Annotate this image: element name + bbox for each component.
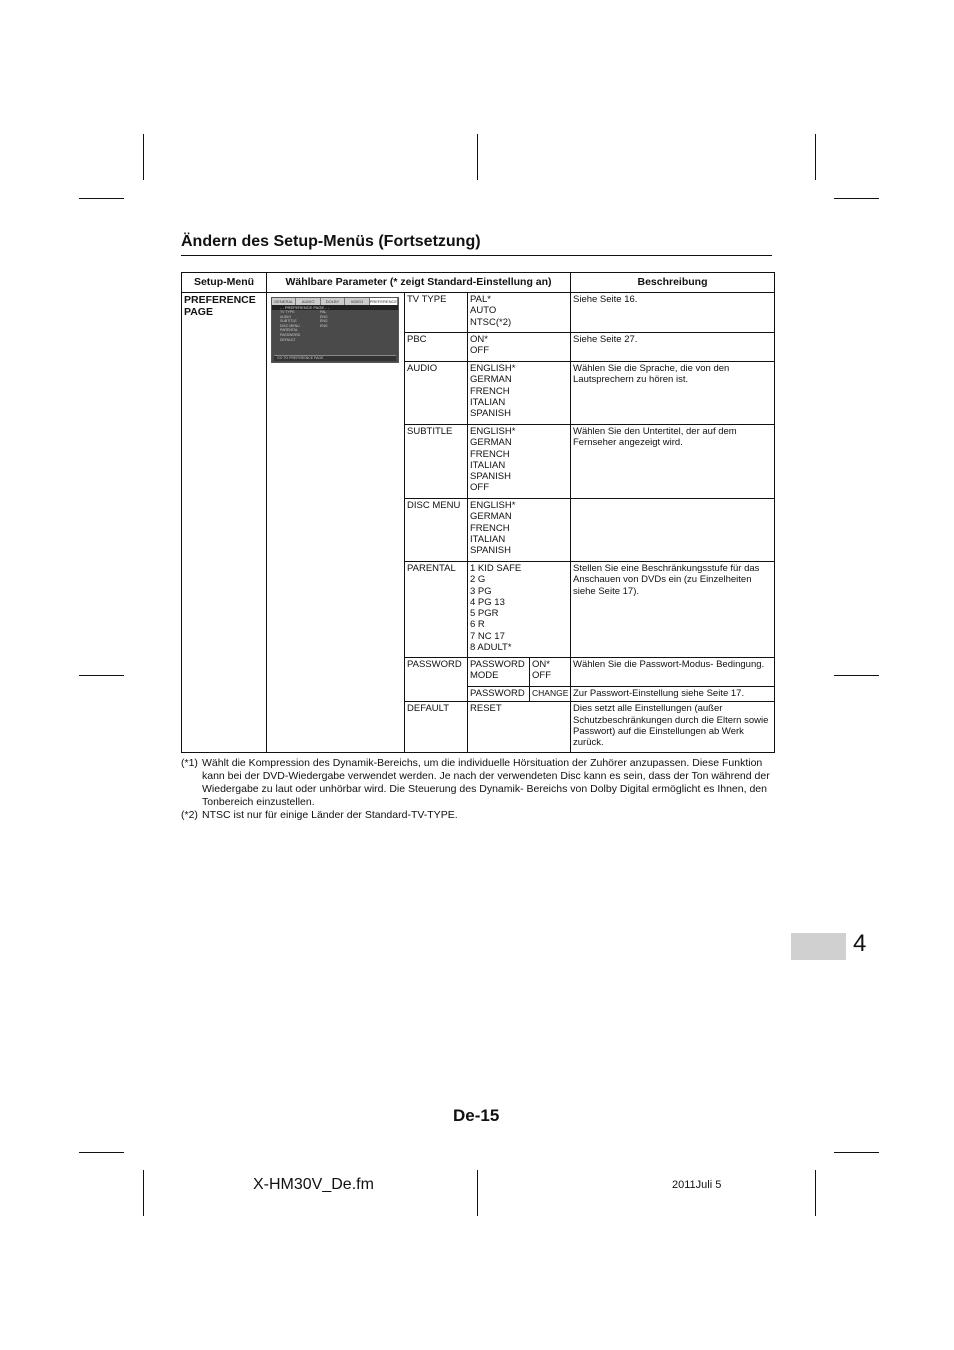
- param-value: SPANISH: [470, 545, 512, 557]
- param-value: GERMAN: [470, 437, 512, 449]
- preference-page-screen: [271, 297, 399, 363]
- param-description: Wählen Sie die Passwort-Modus- Bedingung.: [571, 658, 775, 687]
- screen-row-value: ENG: [320, 319, 328, 324]
- screen-row-value: ENG: [320, 314, 328, 319]
- footnote: [181, 757, 771, 809]
- crop-mark: [79, 198, 124, 199]
- screen-cell: [267, 293, 405, 753]
- param-description: Siehe Seite 16.: [571, 293, 775, 333]
- screen-tabs: [272, 298, 398, 305]
- menu-name-cell: [182, 293, 267, 753]
- table-row-tv-type: [182, 293, 775, 333]
- param-value: 5 PGR: [470, 608, 499, 620]
- param-value: CHANGE: [530, 687, 571, 702]
- param-value: OFF: [532, 670, 551, 682]
- param-description: Wählen Sie den Untertitel, der auf dem Fernseher angezeigt wird.: [571, 425, 775, 499]
- param-values: [468, 425, 571, 499]
- screen-tab: AUDIO: [296, 298, 320, 305]
- section-title: Ändern des Setup-Menüs (Fortsetzung): [181, 233, 481, 250]
- screen-row-label: DEFAULT: [280, 337, 296, 342]
- param-value: NTSC(*2): [470, 316, 512, 328]
- param-name: PARENTAL: [405, 562, 468, 658]
- param-description: Wählen Sie die Sprache, die von den Lautsprechern zu hören ist.: [571, 362, 775, 425]
- param-value: GERMAN: [470, 374, 512, 386]
- screen-row-value: ENG: [320, 323, 328, 328]
- param-value: ENGLISH*: [470, 363, 516, 374]
- footnote-text: Wählt die Kompression des Dynamik-Bereichs, um die individuelle Hörsituation der Zuhörer anzupassen. Diese Funktion kann bei der DVD-Wiedergabe verwendet werden. Je nach der verwendeten Disc kann es sein, dass der Ton während der Wiedergabe zu laut oder unhörbar wird. Die Steuerung des Dynamik- Bereichs von Dolby Digital ermöglicht es Ihnen, den Tonbereich einzustellen.: [202, 757, 770, 808]
- crop-mark: [79, 675, 124, 676]
- screen-tab: GENERAL: [272, 298, 296, 305]
- screen-row-label: PASSWORD: [280, 332, 301, 337]
- crop-mark: [815, 134, 816, 180]
- crop-mark: [834, 675, 879, 676]
- crop-mark: [834, 198, 879, 199]
- screen-tab: VIDEO: [345, 298, 369, 305]
- param-name: TV TYPE: [405, 293, 468, 333]
- footnotes: [181, 757, 771, 822]
- param-value: 4 PG 13: [470, 596, 505, 608]
- crop-mark: [79, 1152, 124, 1153]
- param-value: ITALIAN: [470, 533, 506, 545]
- param-name: AUDIO: [405, 362, 468, 425]
- param-value: FRENCH: [470, 385, 510, 397]
- header-parameters: Wählbare Parameter (* zeigt Standard-Einstellung an): [267, 273, 571, 293]
- crop-mark: [477, 134, 478, 180]
- crop-mark: [834, 1152, 879, 1153]
- crop-mark: [143, 1170, 144, 1216]
- footnote: [181, 809, 771, 822]
- menu-name-line: PREFERENCE: [184, 294, 256, 306]
- menu-name-line: PAGE: [184, 306, 213, 318]
- param-description: Dies setzt alle Einstellungen (außer Schutzbeschränkungen durch die Eltern sowie Passwort) auf die Einstellungen ab Werk zurück.: [571, 702, 775, 753]
- param-sub-label-line: MODE: [470, 670, 499, 682]
- chapter-tab-number: 4: [853, 930, 867, 957]
- param-sub-label: [468, 658, 530, 687]
- param-value: PAL*: [470, 294, 491, 305]
- screen-tab-active: PREFERENCE: [369, 299, 398, 304]
- param-values: [468, 333, 571, 362]
- param-value: ON*: [470, 334, 488, 345]
- param-value: GERMAN: [470, 511, 512, 523]
- param-value: AUTO: [470, 305, 497, 317]
- screen-row-value: PAL: [320, 310, 327, 314]
- page-number: De-15: [453, 1106, 500, 1125]
- chapter-tab-marker: [791, 933, 846, 960]
- param-value: 8 ADULT*: [470, 642, 512, 654]
- screen-footer: GO TO PREFERENCE PAGE: [274, 355, 396, 361]
- param-values: [530, 658, 571, 687]
- footer-date: 2011Juli 5: [672, 1179, 722, 1191]
- footnote-label: (*1): [181, 757, 198, 769]
- screen-row-label: DISC MENU: [280, 323, 300, 328]
- footnote-label: (*2): [181, 809, 198, 821]
- screen-tab: DOLBY: [321, 298, 345, 305]
- param-description: Siehe Seite 27.: [571, 333, 775, 362]
- param-name: DISC MENU: [405, 499, 468, 562]
- param-value: 7 NC 17: [470, 630, 505, 642]
- param-description: [571, 499, 775, 562]
- param-value: SPANISH: [470, 408, 512, 420]
- param-value: FRENCH: [470, 522, 510, 534]
- screen-row-label: SUBTITLE: [280, 319, 297, 324]
- param-value: 1 KID SAFE: [470, 563, 522, 574]
- screen-row-label: PARENTAL: [280, 328, 298, 333]
- param-name: DEFAULT: [405, 702, 468, 753]
- crop-mark: [477, 1170, 478, 1216]
- param-value: ON*: [532, 659, 550, 670]
- screen-row-label: AUDIO: [280, 314, 292, 319]
- param-description: Zur Passwort-Einstellung siehe Seite 17.: [571, 687, 775, 702]
- param-name: PASSWORD: [405, 658, 468, 702]
- header-description: Beschreibung: [571, 273, 775, 293]
- param-description: Stellen Sie eine Beschränkungsstufe für das Anschauen von DVDs ein (zu Einzelheiten siehe Seite 17).: [571, 562, 775, 658]
- param-value: ITALIAN: [470, 396, 506, 408]
- param-sub-label: PASSWORD: [468, 687, 530, 702]
- footer-filename: X-HM30V_De.fm: [253, 1176, 374, 1193]
- param-value: RESET: [468, 702, 571, 753]
- param-value: ITALIAN: [470, 459, 506, 471]
- param-value: FRENCH: [470, 448, 510, 460]
- param-sub-label-line: PASSWORD: [470, 659, 525, 670]
- param-name: PBC: [405, 333, 468, 362]
- screen-row: [272, 338, 398, 343]
- param-value: ENGLISH*: [470, 426, 516, 437]
- param-value: OFF: [470, 482, 489, 494]
- title-rule: [181, 255, 772, 256]
- param-value: OFF: [470, 345, 489, 357]
- screen-page-title: - - PREFERENCE PAGE - -: [272, 305, 398, 310]
- param-values: [468, 293, 571, 333]
- crop-mark: [143, 134, 144, 180]
- param-values: [468, 362, 571, 425]
- footnote-text: NTSC ist nur für einige Länder der Standard-TV-TYPE.: [202, 809, 458, 821]
- param-values: [468, 499, 571, 562]
- setup-table: [181, 272, 775, 753]
- param-name: SUBTITLE: [405, 425, 468, 499]
- param-values: [468, 562, 571, 658]
- header-setup-menu: Setup-Menü: [182, 273, 267, 293]
- screen-row-label: TV TYPE: [280, 310, 295, 314]
- param-value: SPANISH: [470, 471, 512, 483]
- crop-mark: [815, 1170, 816, 1216]
- param-value: 2 G: [470, 574, 486, 586]
- param-value: ENGLISH*: [470, 500, 516, 511]
- param-value: 3 PG: [470, 585, 492, 597]
- param-value: 6 R: [470, 619, 485, 631]
- table-header-row: [182, 273, 775, 293]
